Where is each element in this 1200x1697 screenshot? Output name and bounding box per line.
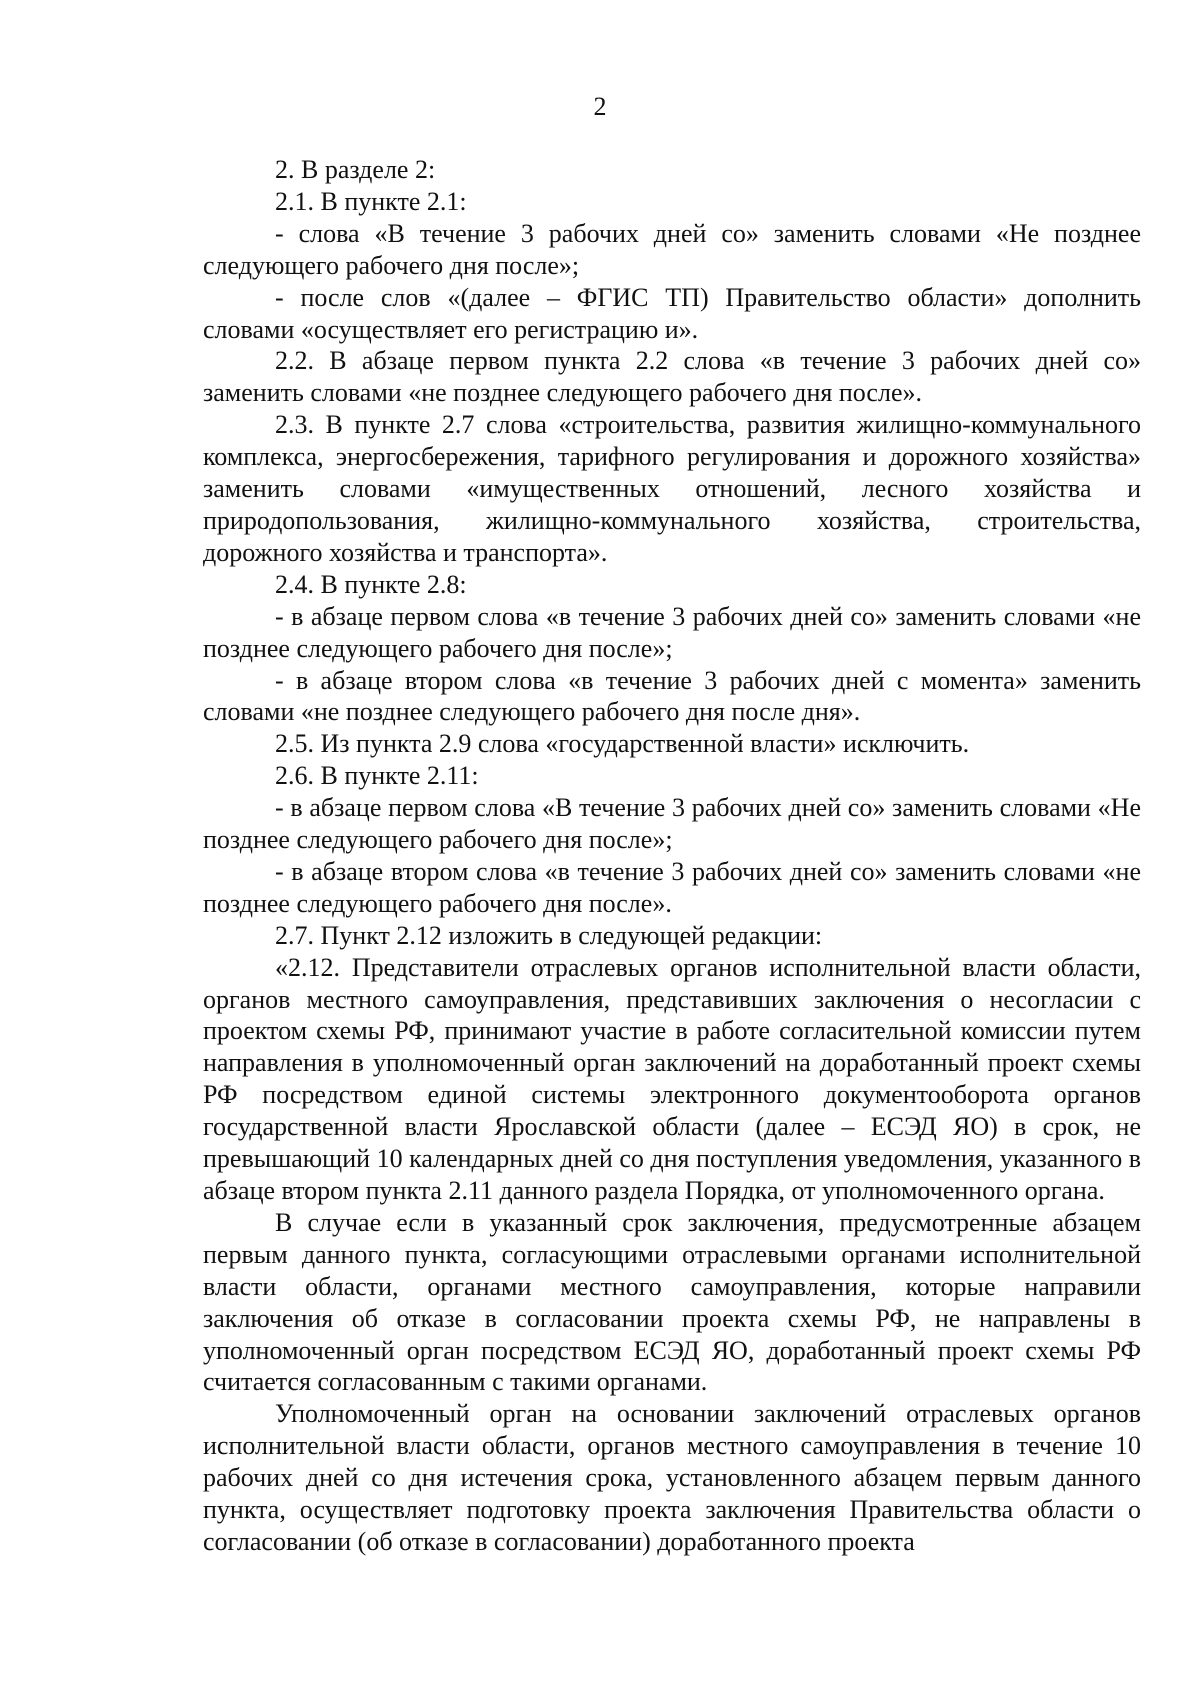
paragraph: 2.5. Из пункта 2.9 слова «государственной власти» исключить. [275,729,970,759]
paragraph: - слова «В течение 3 рабочих дней со» заменить словами «Не позднее следующего рабочего дня после»; [203,218,1141,280]
paragraph: - после слов «(далее – ФГИС ТП) Правительство области» дополнить словами «осуществляет его регистрацию и». [203,282,1141,344]
paragraph: Уполномоченный орган на основании заключений отраслевых органов исполнительной власти области, органов местного самоуправления в течение 10 рабочих дней со дня истечения срока, установленного абзацем первым данного пункта, осуществляет подготовку проекта заключения Правительства области о согласовании (об отказе в согласовании) доработанного проекта [203,1399,1141,1556]
paragraph: 2.6. В пункте 2.11: [275,761,479,791]
paragraph: - в абзаце первом слова «В течение 3 рабочих дней со» заменить словами «Не позднее следующего рабочего дня после»; [203,793,1141,855]
page-number: 2 [593,92,607,121]
paragraph: 2.3. В пункте 2.7 слова «строительства, развития жилищно-коммунального комплекса, энергосбережения, тарифного регулирования и дорожного хозяйства» заменить словами «имущественных отношений, лесного хозяйства и природопользования, жилищно-коммунального хозяйства, строительства, дорожного хозяйства и транспорта». [203,410,1141,567]
paragraph: - в абзаце втором слова «в течение 3 рабочих дней со» заменить словами «не позднее следующего рабочего дня после». [203,856,1141,918]
paragraph: - в абзаце первом слова «в течение 3 рабочих дней со» заменить словами «не позднее следующего рабочего дня после»; [203,601,1141,663]
document-body [203,154,1141,1558]
paragraph: 2. В разделе 2: [275,155,436,184]
paragraph: - в абзаце втором слова «в течение 3 рабочих дней с момента» заменить словами «не позднее следующего рабочего дня после дня». [203,665,1141,727]
paragraph: 2.2. В абзаце первом пункта 2.2 слова «в течение 3 рабочих дней со» заменить словами «не позднее следующего рабочего дня после». [203,346,1141,408]
paragraph: «2.12. Представители отраслевых органов исполнительной власти области, органов местного самоуправления, представивших заключения о несогласии с проектом схемы РФ, принимают участие в работе согласительной комиссии путем направления в уполномоченный орган заключений на доработанный проект схемы РФ посредством единой системы электронного документооборота органов государственной власти Ярославской области (далее – ЕСЭД ЯО) в срок, не превышающий 10 календарных дней со дня поступления уведомления, указанного в абзаце втором пункта 2.11 данного раздела Порядка, от уполномоченного органа. [203,952,1141,1205]
paragraph: 2.7. Пункт 2.12 изложить в следующей редакции: [275,920,823,950]
paragraph: 2.4. В пункте 2.8: [275,569,467,599]
paragraph: 2.1. В пункте 2.1: [275,186,467,216]
paragraph: В случае если в указанный срок заключения, предусмотренные абзацем первым данного пункта, согласующими отраслевыми органами исполнительной власти области, органами местного самоуправления, которые направили заключения об отказе в согласовании проекта схемы РФ, не направлены в уполномоченный орган посредством ЕСЭД ЯО, доработанный проект схемы РФ считается согласованным с такими органами. [203,1207,1141,1397]
